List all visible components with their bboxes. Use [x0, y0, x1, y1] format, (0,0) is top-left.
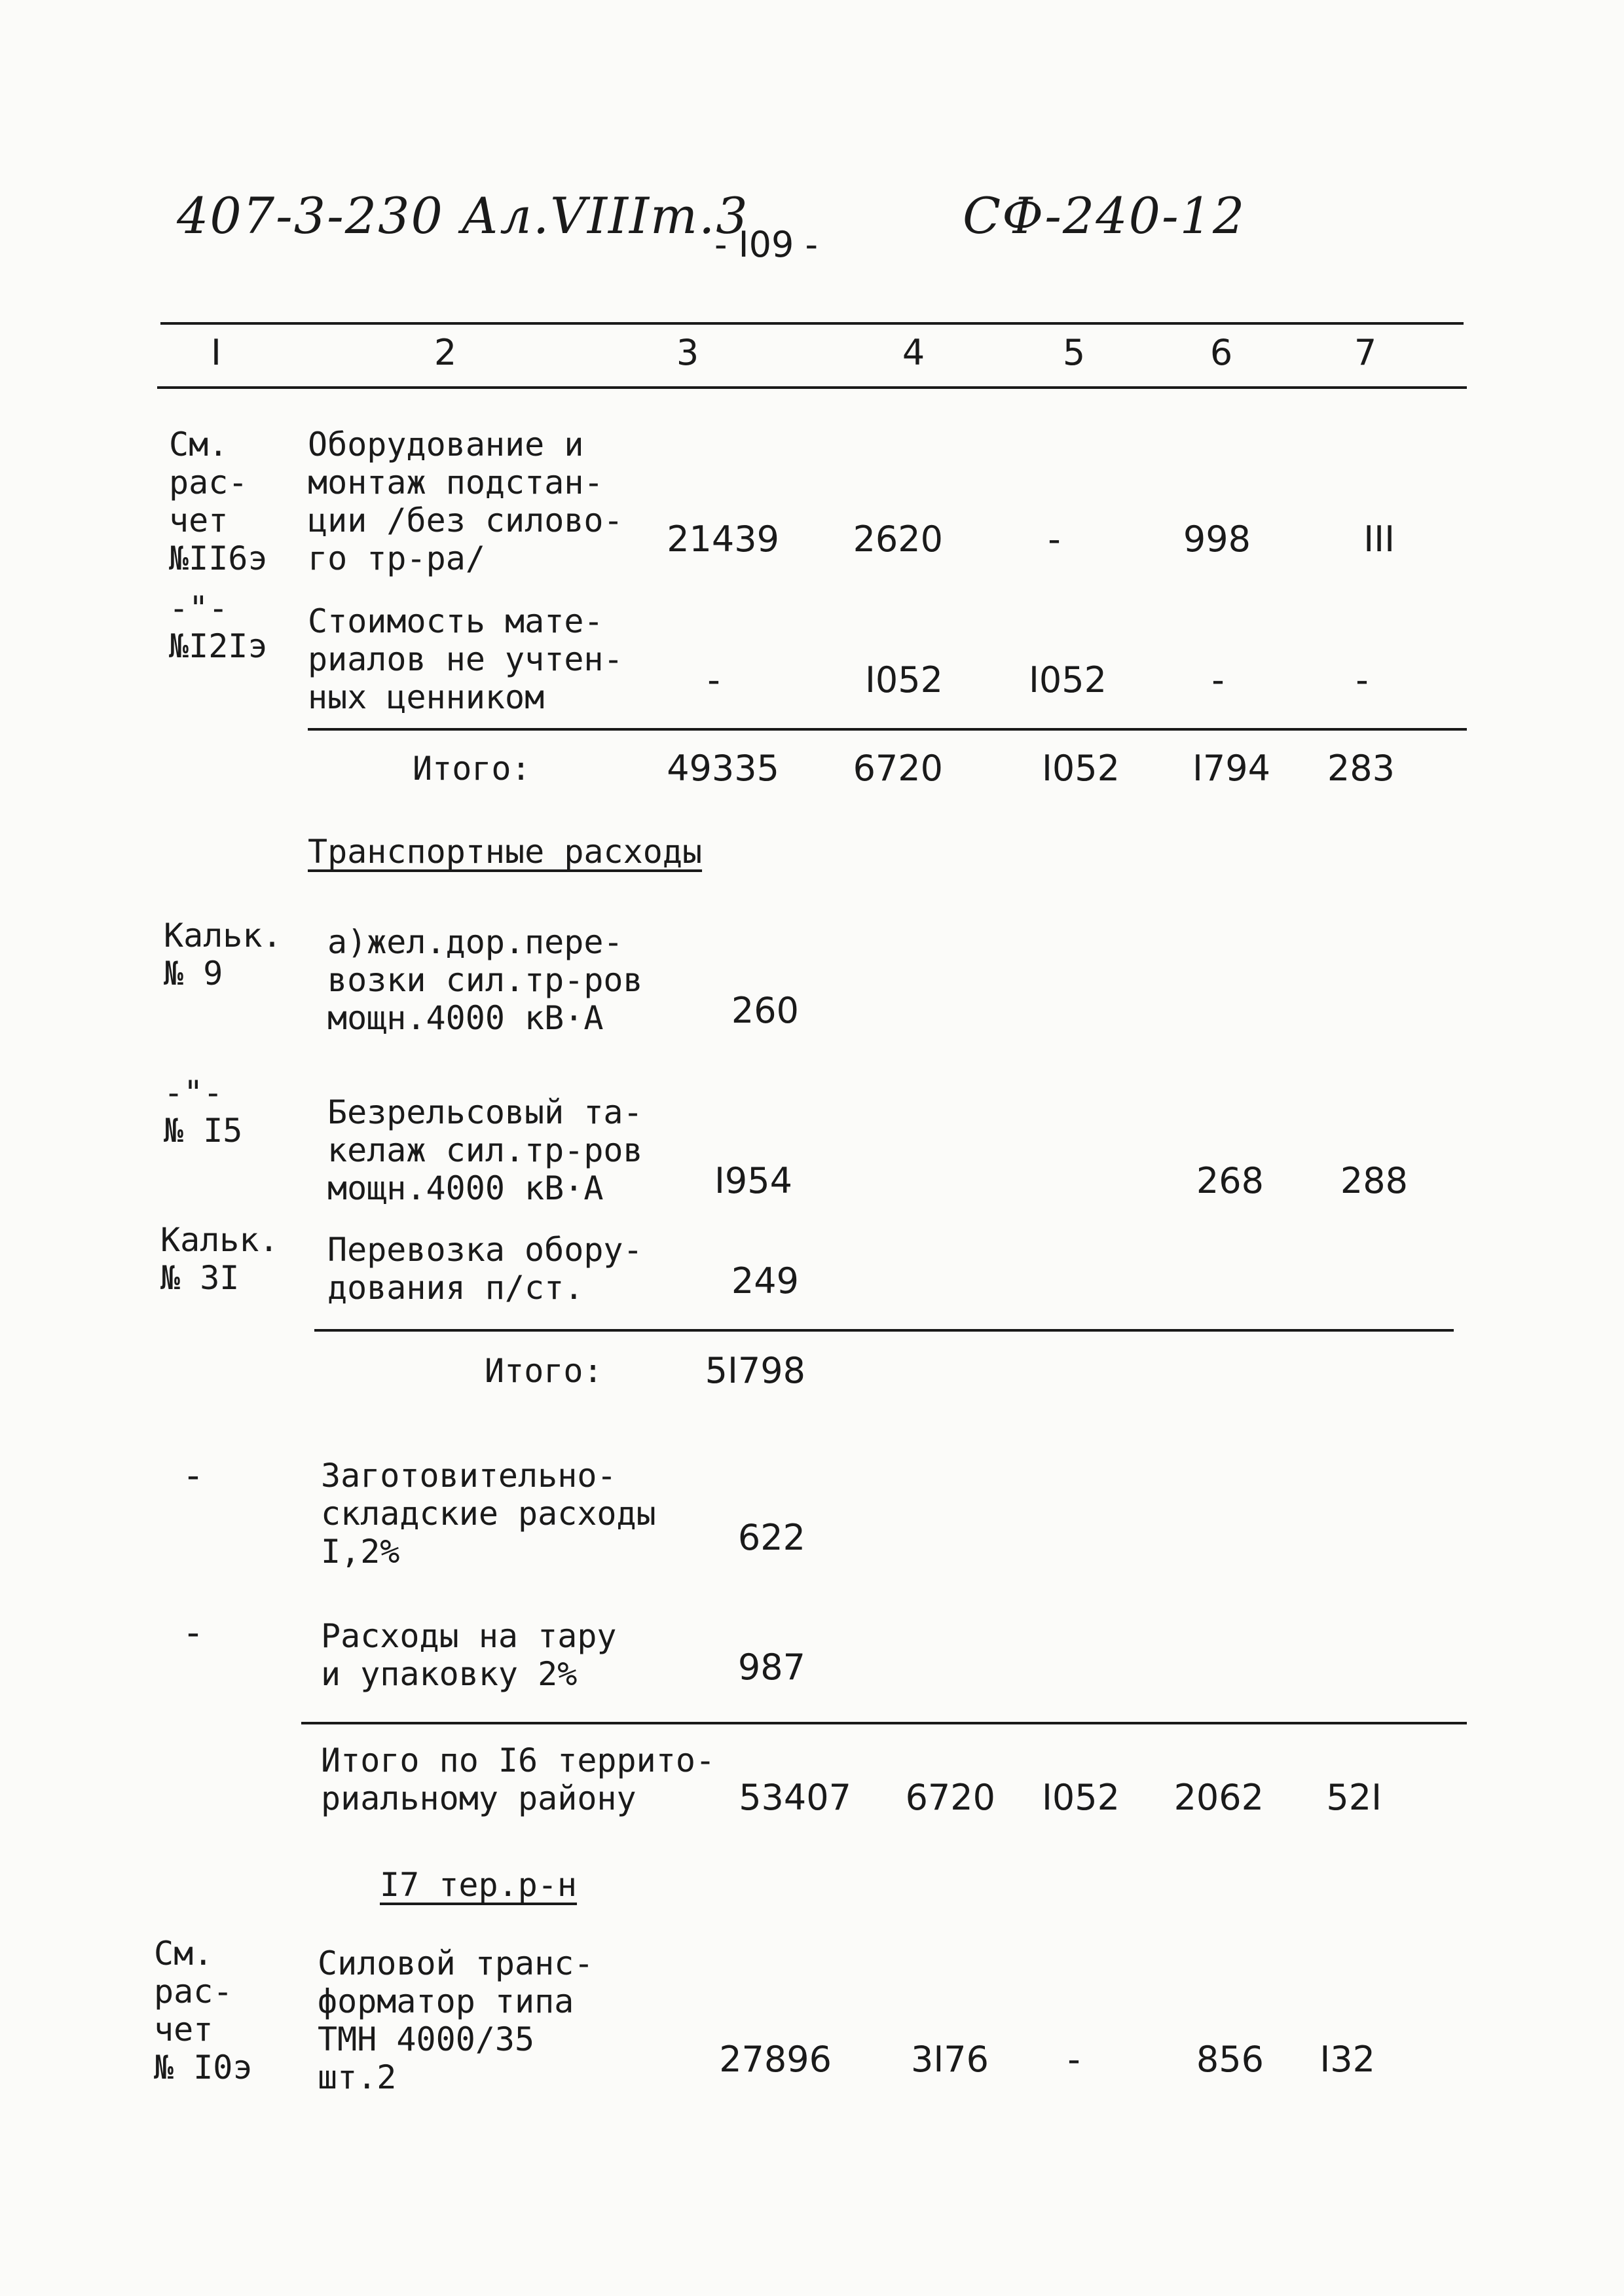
- row-reference: Кальк. № 3I: [160, 1221, 279, 1297]
- row-reference: См. рас- чет №II6э: [169, 426, 268, 577]
- cell-col6: 2062: [1173, 1777, 1264, 1818]
- column-header: 5: [1062, 332, 1086, 373]
- row-reference: См. рас- чет № I0э: [154, 1935, 253, 2086]
- cell-col3: 249: [731, 1260, 799, 1302]
- column-header: 3: [676, 332, 699, 373]
- row-reference: -"- №I2Iэ: [169, 589, 268, 665]
- table-top-rule: [160, 322, 1464, 325]
- cell-col4: 6720: [905, 1777, 995, 1818]
- cell-col7: 52I: [1326, 1777, 1382, 1818]
- page-number: - I09 -: [714, 224, 818, 265]
- cell-col3: 987: [737, 1647, 805, 1688]
- row-description: Расходы на тару и упаковку 2%: [321, 1617, 617, 1693]
- row-reference: -: [187, 1455, 200, 1496]
- subtotal-rule: [314, 1329, 1454, 1332]
- cell-col3: 53407: [739, 1777, 851, 1818]
- section-heading: Транспортные расходы: [308, 833, 703, 871]
- row-reference: -"- № I5: [164, 1074, 243, 1150]
- cell-col3: 27896: [719, 2039, 832, 2080]
- row-description: Силовой транс- форматор типа ТМН 4000/35 шт.2: [318, 1944, 594, 2096]
- cell-col3: 49335: [667, 748, 779, 789]
- cell-col4: 6720: [853, 748, 943, 789]
- column-header: 2: [434, 332, 457, 373]
- cell-col7: I32: [1320, 2039, 1375, 2080]
- cell-col5: I052: [1042, 1777, 1120, 1818]
- cell-col7: -: [1356, 659, 1369, 701]
- row-reference: -: [187, 1612, 200, 1653]
- cell-col3: 622: [737, 1517, 805, 1558]
- subtotal-label: Итого:: [413, 750, 531, 788]
- cell-col7: 283: [1327, 748, 1395, 789]
- row-description: Стоимость мате- риалов не учтен- ных ценником: [308, 602, 623, 716]
- cell-col7: 288: [1340, 1160, 1408, 1201]
- column-header: 4: [902, 332, 925, 373]
- subtotal-rule: [308, 728, 1467, 731]
- cell-col3: -: [707, 659, 720, 701]
- document-code-left: 407-3-230 Ал.VIIIт.3: [177, 187, 749, 245]
- section-heading: I7 тер.р-н: [380, 1866, 578, 1904]
- cell-col6: I794: [1192, 748, 1270, 789]
- cell-col4: I052: [865, 659, 943, 701]
- cell-col7: III: [1363, 519, 1395, 560]
- cell-col6: 856: [1196, 2039, 1264, 2080]
- cell-col3: 5I798: [705, 1350, 805, 1391]
- row-description: Заготовительно- складские расходы I,2%: [321, 1457, 656, 1571]
- row-description: а)жел.дор.пере- возки сил.тр-ров мощн.4000 кВ·А: [327, 923, 643, 1037]
- document-code-right: СФ-240-12: [963, 187, 1246, 245]
- cell-col5: I052: [1042, 748, 1120, 789]
- cell-col3: I954: [714, 1160, 792, 1201]
- cell-col5: I052: [1029, 659, 1107, 701]
- cell-col6: -: [1211, 659, 1225, 701]
- subtotal-label: Итого:: [485, 1352, 603, 1390]
- cell-col3: 21439: [667, 519, 779, 560]
- row-reference: Кальк. № 9: [164, 917, 282, 993]
- cell-col6: 268: [1196, 1160, 1264, 1201]
- row-description: Оборудование и монтаж подстан- ции /без силово- го тр-ра/: [308, 426, 623, 577]
- column-header: I: [211, 332, 221, 373]
- row-description: Перевозка обору- дования п/ст.: [327, 1231, 643, 1307]
- cell-col6: 998: [1183, 519, 1251, 560]
- column-header: 6: [1209, 332, 1233, 373]
- cell-col3: 260: [731, 990, 799, 1031]
- row-description: Безрельсовый та- келаж сил.тр-ров мощн.4000 кВ·А: [327, 1093, 643, 1207]
- cell-col4: 2620: [853, 519, 943, 560]
- cell-col5: -: [1048, 519, 1061, 560]
- total-rule: [301, 1722, 1467, 1724]
- table-header-rule: [157, 386, 1467, 389]
- column-header: 7: [1354, 332, 1377, 373]
- row-description: Итого по I6 террито- риальному району: [321, 1741, 716, 1817]
- cell-col4: 3I76: [911, 2039, 989, 2080]
- cell-col5: -: [1067, 2039, 1080, 2080]
